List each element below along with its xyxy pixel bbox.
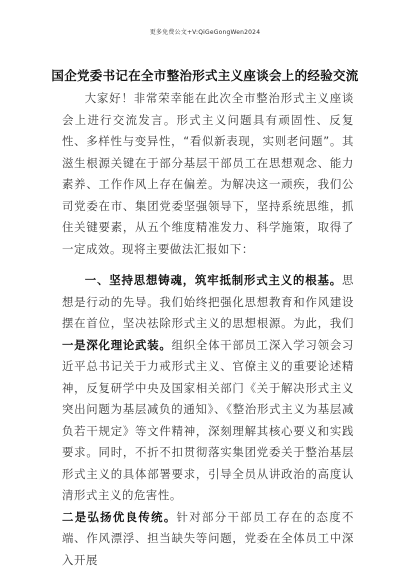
intro-paragraph: 大家好！非常荣幸能在此次全市整治形式主义座谈会上进行交流发言。形式主义问题具有顽固性、反复性、多样性与变异性，“看似新表现，实则老问题”。其滋生根源关键在于部分基层干部员工在思想观念、能力素养、工作作风上存在偏差。为解决这一顽疾，我们公司党委在市、集团党委坚强领导下，坚持系统思维，抓住关键要素，从五个维度精准发力、科学施策，取得了一定成效。现将主要做法汇报如下： bbox=[62, 91, 354, 256]
header-note: 更多免费公文+V:QiGeGongWen2024 bbox=[149, 29, 261, 36]
document-body bbox=[62, 88, 354, 571]
section-1-paragraph bbox=[62, 270, 354, 507]
section-2-subheading: 二是弘扬优良传统。 bbox=[62, 509, 177, 524]
section-1-subheading: 一是深化理论武装。 bbox=[62, 337, 172, 352]
paragraph-gap bbox=[62, 260, 354, 270]
section-2-paragraph bbox=[62, 507, 354, 572]
section-1-body: 组织全体干部员工深入学习领会习近平总书记关于力戒形式主义、官僚主义的重要论述精神，反复研学中央及国家相关部门《关于解决形式主义突出问题为基层减负的通知》、《整治形式主义为基层减负若干规定》等文件精神，深刻理解其核心要义和实践要求。同时，不折不扣贯彻落实集团党委关于整治基层形式主义的具体部署要求，引导全员从讲政治的高度认清形式主义的危害性。 bbox=[62, 337, 354, 502]
document-title: 国企党委书记在全市整治形式主义座谈会上的经验交流 bbox=[51, 68, 359, 83]
section-1-heading: 一、坚持思想铸魂，筑牢抵制形式主义的根基。 bbox=[84, 273, 342, 287]
section-2-body: 针对部分干部员工存在的态度不端、作风漂浮、担当缺失等问题，党委在全体员工中深入开展 bbox=[62, 509, 354, 567]
section-1-lead: 思想是行动的先导。我们始终把强化思想教育和作风建设摆在首位，坚决祛除形式主义的思想根源。为此，我们 bbox=[62, 273, 354, 330]
